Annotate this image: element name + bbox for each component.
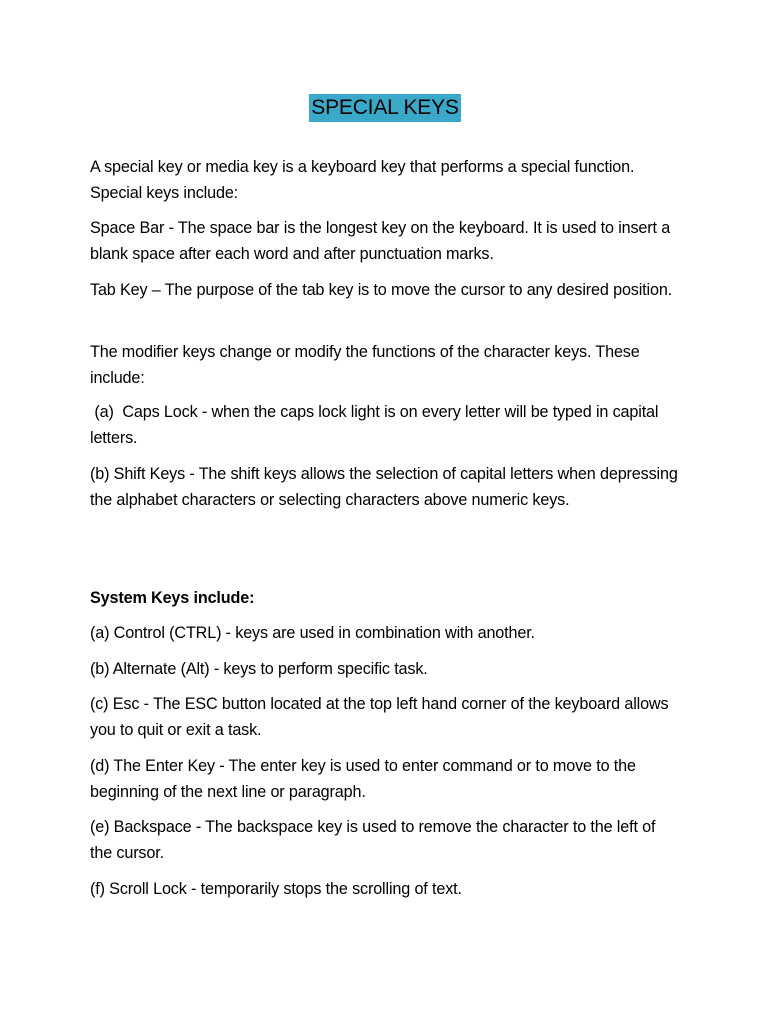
enter-key-paragraph: (d) The Enter Key - The enter key is used to enter command or to move to the beginning of the next line or paragraph.	[90, 757, 636, 801]
intro-paragraph: A special key or media key is a keyboard key that performs a special function. Special keys include:	[90, 158, 635, 202]
alternate-key-paragraph: (b) Alternate (Alt) - keys to perform specific task.	[90, 660, 428, 678]
space-bar-paragraph: Space Bar - The space bar is the longest key on the keyboard. It is used to insert a blank space after each word and after punctuation marks.	[90, 219, 671, 263]
esc-key-paragraph: (c) Esc - The ESC button located at the top left hand corner of the keyboard allows you to quit or exit a task.	[90, 695, 669, 739]
backspace-key-paragraph: (e) Backspace - The backspace key is used to remove the character to the left of the cursor.	[90, 818, 656, 862]
title-container	[90, 94, 680, 122]
page-title: SPECIAL KEYS	[309, 94, 460, 122]
caps-lock-paragraph: (a) Caps Lock - when the caps lock light is on every letter will be typed in capital letters.	[90, 403, 663, 447]
scroll-lock-paragraph: (f) Scroll Lock - temporarily stops the scrolling of text.	[90, 880, 462, 898]
control-key-paragraph: (a) Control (CTRL) - keys are used in combination with another.	[90, 624, 535, 642]
tab-key-paragraph: Tab Key – The purpose of the tab key is to move the cursor to any desired position.	[90, 281, 673, 299]
shift-keys-paragraph: (b) Shift Keys - The shift keys allows the selection of capital letters when depressing the alphabet characters or selecting characters above numeric keys.	[90, 465, 678, 509]
modifier-keys-paragraph: The modifier keys change or modify the functions of the character keys. These include:	[90, 343, 640, 387]
system-keys-heading: System Keys include:	[90, 589, 255, 607]
